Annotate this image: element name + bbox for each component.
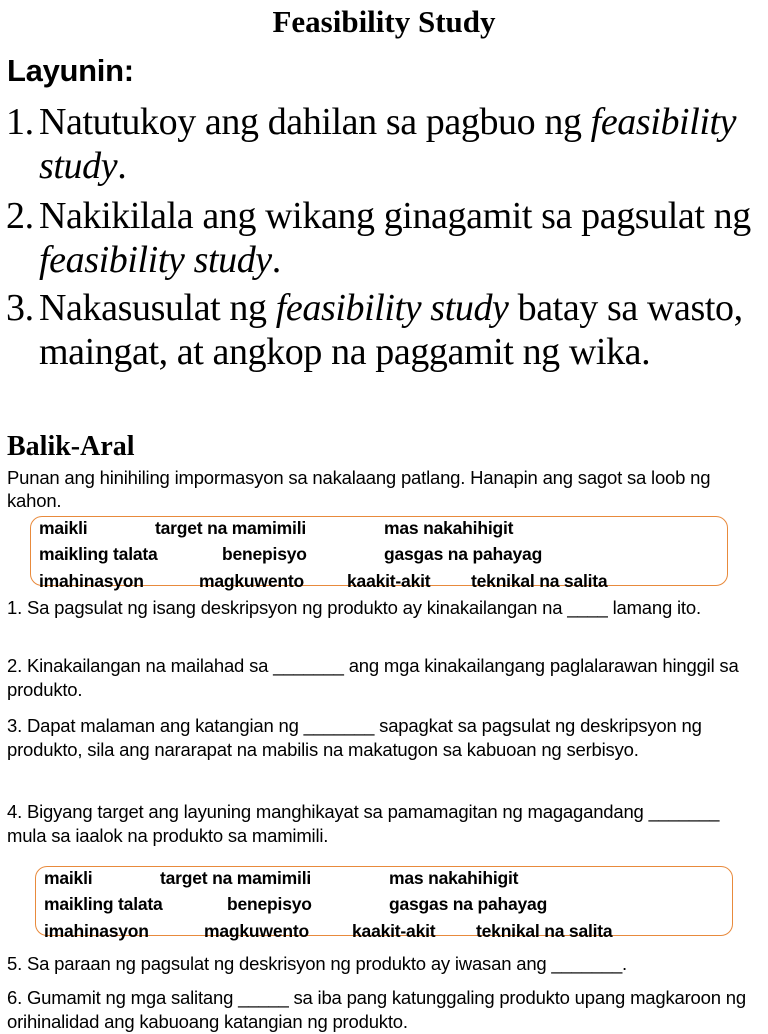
objective-number: 1. [6,101,34,143]
balik-aral-heading: Balik-Aral [7,431,135,462]
question-4: 4. Bigyang target ang layuning manghikayat sa pamamagitan ng magagandang _______ mula sa iaalok na produkto sa mamimili. [7,801,720,846]
word-box-item: magkuwento [199,571,304,591]
word-box-item: maikli [44,868,93,888]
instruction-text: Punan ang hinihiling impormasyon sa nakalaang patlang. Hanapin ang sagot sa loob ng kahon. [7,467,711,511]
question-6: 6. Gumamit ng mga salitang _____ sa iba pang katunggaling produkto upang magkaroon ng orihinalidad ang kabuoang katangian ng produkto. [7,987,746,1032]
page-title: Feasibility Study [272,4,496,39]
layunin-heading: Layunin: [7,53,134,88]
word-box-item: mas nakahihigit [389,868,519,888]
objective-2 [6,194,764,282]
objective-text [6,286,764,374]
word-box-item: benepisyo [227,894,312,914]
word-box-top [30,516,728,591]
objective-text-em: feasibility study [39,239,272,281]
word-box-item: maikli [39,518,88,538]
question-3: 3. Dapat malaman ang katangian ng _______ sapagkat sa pagsulat ng deskripsyon ng produkto, sila ang nararapat na mabilis na makatugon sa kabuoan ng serbisyo. [7,715,702,760]
objective-text-em: feasibility study [275,287,509,329]
word-box-bottom [35,866,733,941]
objective-1 [6,100,764,188]
word-box-item: mas nakahihigit [384,518,514,538]
word-box-item: teknikal na salita [471,571,608,591]
objective-number: 3. [6,287,34,329]
word-box-item: target na mamimili [160,868,312,888]
word-box-item: target na mamimili [155,518,307,538]
word-box-item: benepisyo [222,544,307,564]
question-5: 5. Sa paraan ng pagsulat ng deskrisyon ng produkto ay iwasan ang _______. [7,953,627,974]
word-box-item: gasgas na pahayag [384,544,543,564]
word-box-item: imahinasyon [44,921,149,941]
objective-text-em: feasibility study [39,101,737,187]
word-box-item: teknikal na salita [476,921,613,941]
objective-text-post: . [117,145,127,187]
word-box-item: gasgas na pahayag [389,894,548,914]
objective-text-pre: Natutukoy ang dahilan sa pagbuo ng [39,101,591,143]
word-box-item: maikling talata [44,894,163,914]
objective-text-pre: Nakikilala ang wikang ginagamit sa pagsulat ng [39,195,751,237]
word-box-item: maikling talata [39,544,158,564]
word-box-item: kaakit-akit [352,921,436,941]
objective-number: 2. [6,195,34,237]
objective-text [6,194,764,282]
word-box-item: magkuwento [204,921,309,941]
objective-3 [6,286,764,374]
question-2: 2. Kinakailangan na mailahad sa _______ ang mga kinakailangang paglalarawan hinggil sa produkto. [7,655,739,700]
word-box-item: imahinasyon [39,571,144,591]
word-box-item: kaakit-akit [347,571,431,591]
question-1: 1. Sa pagsulat ng isang deskripsyon ng produkto ay kinakailangan na ____ lamang ito. [7,597,701,618]
objective-text [6,100,764,188]
objective-text-post: batay sa wasto, maingat, at angkop na paggamit ng wika. [39,287,743,373]
objective-text-pre: Nakasusulat ng [39,287,276,329]
objective-text-post: . [271,239,281,281]
